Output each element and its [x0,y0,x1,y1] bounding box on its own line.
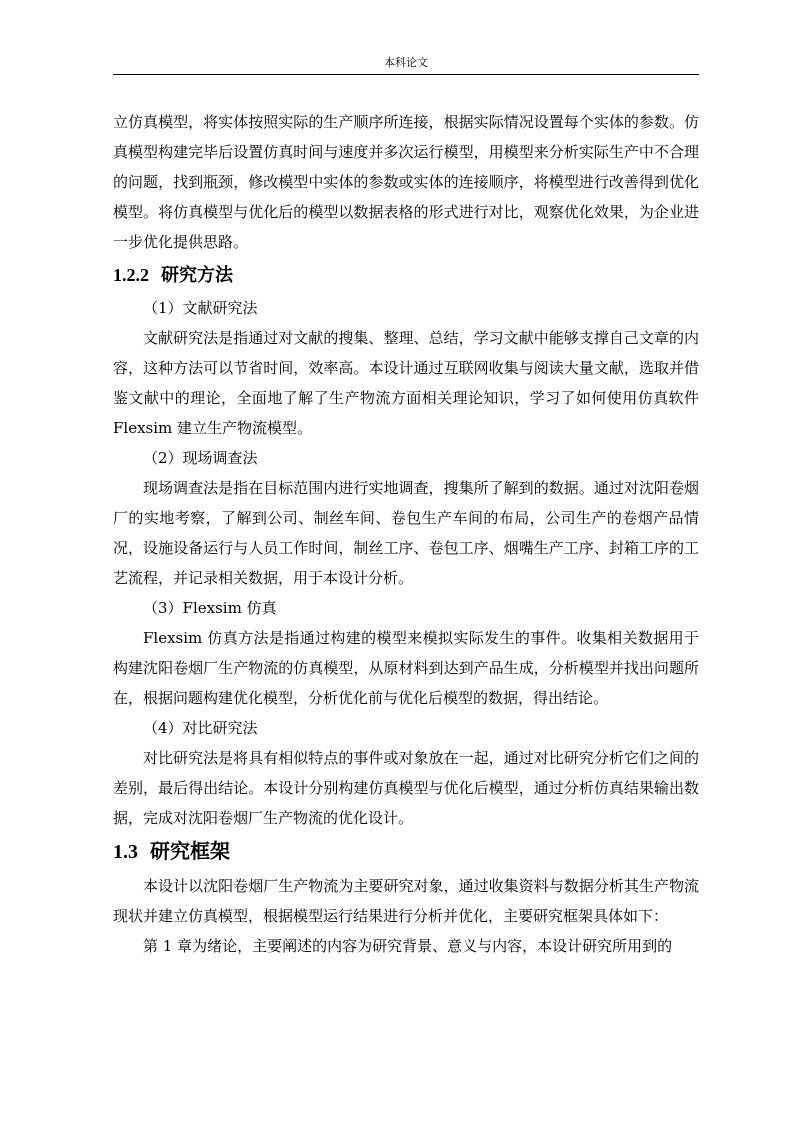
section-number: 1.2.2 [113,265,149,285]
subsection-label: （2）现场调查法 [143,449,258,467]
paragraph: 本设计以沈阳卷烟厂生产物流为主要研究对象，通过收集资料与数据分析其生产物流现状并建立仿真模型，根据模型运行结果进行分析并优化，主要研究框架具体如下： [113,877,699,925]
paragraph: 文献研究法是指通过对文献的搜集、整理、总结，学习文献中能够支撑自己文章的内容，这种方法可以节省时间，效率高。本设计通过互联网收集与阅读大量文献，选取并借鉴文献中的理论，全面地了解了生产物流方面相关理论知识，学习了如何使用仿真软件 Flexsim 建立生产物流模型。 [113,329,699,437]
paragraph: Flexsim 仿真方法是指通过构建的模型来模拟实际发生的事件。收集相关数据用于构建沈阳卷烟厂生产物流的仿真模型，从原材料到达到产品生成，分析模型并找出问题所在，根据问题构建优化模型，分析优化前与优化后模型的数据，得出结论。 [113,629,699,707]
paragraph: 第 1 章为绪论，主要阐述的内容为研究背景、意义与内容，本设计研究所用到的 [143,937,673,955]
section-heading [113,257,699,293]
paragraph: 现场调查法是指在目标范围内进行实地调查，搜集所了解到的数据。通过对沈阳卷烟厂的实地考察，了解到公司、制丝车间、卷包生产车间的布局，公司生产的卷烟产品情况，设施设备运行与人员工作时间，制丝工序、卷包工序、烟嘴生产工序、封箱工序的工艺流程，并记录相关数据，用于本设计分析。 [113,479,699,587]
subsection-label: （1）文献研究法 [143,299,258,317]
subsection-label: （4）对比研究法 [143,719,258,737]
page-header: 本科论文 [384,56,428,69]
section-title: 研究方法 [161,265,233,285]
document-body [113,107,699,961]
section-heading [113,833,699,871]
section-title: 研究框架 [150,841,230,863]
paragraph: 对比研究法是将具有相似特点的事件或对象放在一起，通过对比研究分析它们之间的差别，最后得出结论。本设计分别构建仿真模型与优化后模型，通过分析仿真结果输出数据，完成对沈阳卷烟厂生产物流的优化设计。 [113,749,699,827]
header-rule [113,74,699,75]
paragraph: 立仿真模型，将实体按照实际的生产顺序所连接，根据实际情况设置每个实体的参数。仿真模型构建完毕后设置仿真时间与速度并多次运行模型，用模型来分析实际生产中不合理的问题，找到瓶颈，修改模型中实体的参数或实体的连接顺序，将模型进行改善得到优化模型。将仿真模型与优化后的模型以数据表格的形式进行对比，观察优化效果，为企业进一步优化提供思路。 [113,113,699,251]
section-number: 1.3 [113,841,138,863]
subsection-label: （3）Flexsim 仿真 [143,599,277,617]
